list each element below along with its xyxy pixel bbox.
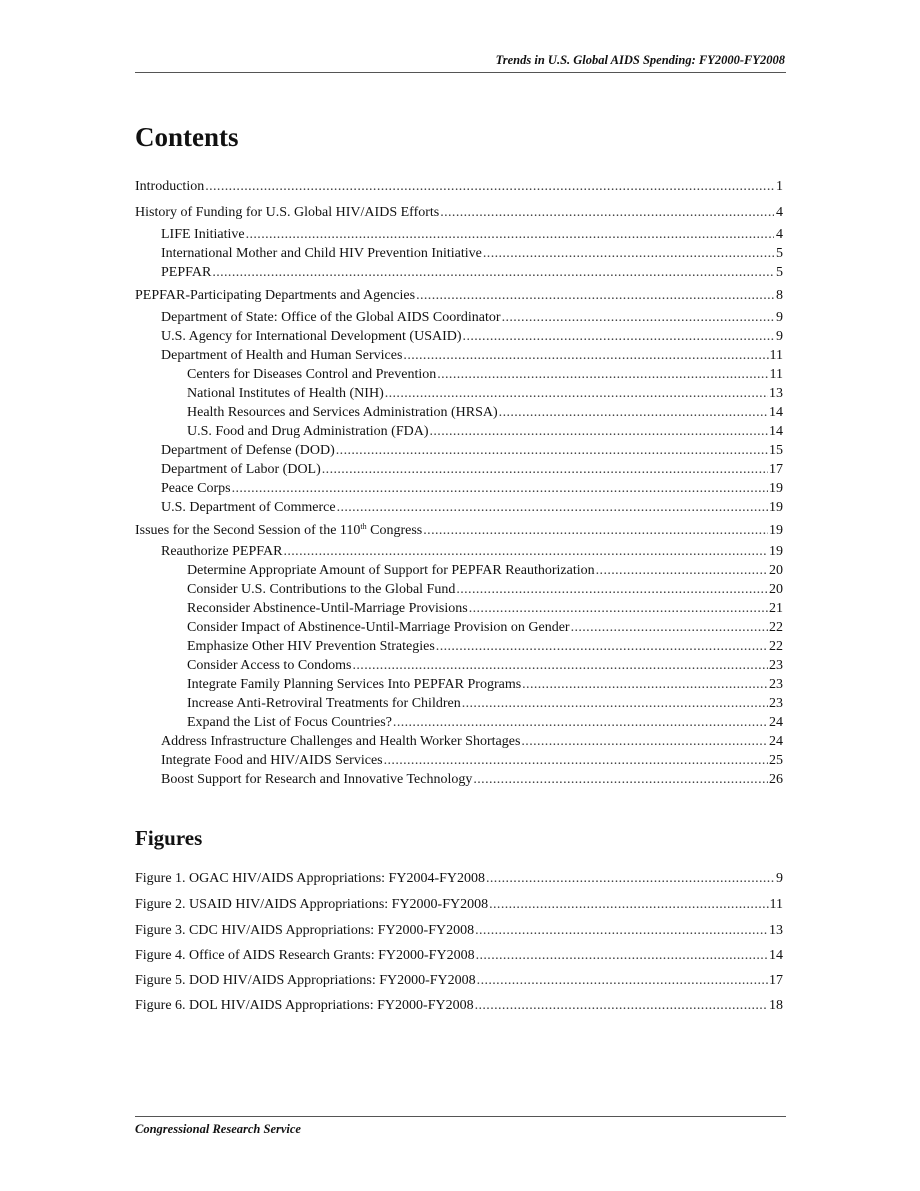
dot-leader (430, 422, 769, 441)
dot-leader (232, 479, 768, 498)
toc-entry-page: 20 (769, 563, 783, 578)
toc-entry-nih[interactable] (135, 384, 783, 403)
dot-leader (596, 561, 768, 580)
dot-leader (502, 308, 774, 327)
toc-entry-page: 11 (769, 367, 783, 382)
figures-title: Figures (135, 826, 203, 850)
dot-leader (440, 203, 774, 222)
dot-leader (477, 971, 768, 990)
dot-leader (469, 599, 768, 618)
toc-entry-page: 21 (769, 601, 783, 616)
dot-leader (489, 895, 768, 914)
toc-entry-state-ogac[interactable] (135, 308, 783, 327)
toc-entry-text: U.S. Agency for International Development (USAID) (161, 329, 462, 344)
toc-entry-text: Department of Defense (DOD) (161, 443, 335, 458)
toc-entry-text: Reconsider Abstinence-Until-Marriage Provisions (187, 601, 468, 616)
toc-entry-text: Expand the List of Focus Countries? (187, 715, 392, 730)
figure-entry-5[interactable] (135, 971, 783, 990)
toc-entry-page: 13 (769, 386, 783, 401)
toc-entry-abstinence-provisions[interactable] (135, 599, 783, 618)
toc-entry-page: 19 (769, 523, 783, 538)
header-rule (135, 72, 786, 73)
dot-leader (337, 498, 768, 517)
toc-entry-condoms[interactable] (135, 656, 783, 675)
dot-leader (246, 225, 774, 244)
figure-entry-page: 11 (769, 897, 783, 912)
figure-entry-1[interactable] (135, 869, 783, 888)
dot-leader (384, 751, 768, 770)
dot-leader (571, 618, 768, 637)
figure-entry-text: Figure 1. OGAC HIV/AIDS Appropriations: FY2004-FY2008 (135, 871, 485, 886)
toc-entry-fda[interactable] (135, 422, 783, 441)
toc-entry-page: 14 (769, 405, 783, 420)
toc-entry-text: Centers for Diseases Control and Prevention (187, 367, 437, 382)
toc-entry-page: 20 (769, 582, 783, 597)
toc-entry-page: 24 (769, 734, 783, 749)
toc-entry-page: 14 (769, 424, 783, 439)
toc-entry-abstinence-gender[interactable] (135, 618, 783, 637)
figure-entry-page: 18 (769, 998, 783, 1013)
dot-leader (423, 521, 768, 540)
dot-leader (473, 770, 768, 789)
toc-entry-text: Health Resources and Services Administration (HRSA) (187, 405, 498, 420)
toc-entry-pepfar[interactable] (135, 263, 783, 282)
toc-entry-text: Reauthorize PEPFAR (161, 544, 283, 559)
toc-entry-page: 19 (769, 481, 783, 496)
toc-entry-page: 19 (769, 500, 783, 515)
toc-entry-commerce[interactable] (135, 498, 783, 517)
toc-entry-page: 26 (769, 772, 783, 787)
figure-entry-text: Figure 4. Office of AIDS Research Grants: FY2000-FY2008 (135, 948, 475, 963)
running-head: Trends in U.S. Global AIDS Spending: FY2000-FY2008 (495, 53, 785, 67)
toc-entry-text: Department of Health and Human Services (161, 348, 403, 363)
toc-entry-text: Determine Appropriate Amount of Support for PEPFAR Reauthorization (187, 563, 595, 578)
ordinal-suffix: th (360, 522, 367, 531)
footer-publisher: Congressional Research Service (135, 1122, 301, 1136)
toc-entry-prevention-strategies[interactable] (135, 637, 783, 656)
toc-entry-infrastructure[interactable] (135, 732, 783, 751)
toc-entry-page: 9 (776, 310, 783, 325)
toc-entry-text: Department of Labor (DOL) (161, 462, 321, 477)
dot-leader (416, 286, 774, 305)
toc-entry-usaid[interactable] (135, 327, 783, 346)
dot-leader (283, 542, 768, 561)
toc-entry-peace-corps[interactable] (135, 479, 783, 498)
toc-entry-research-technology[interactable] (135, 770, 783, 789)
toc-entry-text: Address Infrastructure Challenges and Health Worker Shortages (161, 734, 521, 749)
toc-entry-text-part: Congress (366, 523, 423, 538)
footer-rule (135, 1116, 786, 1117)
dot-leader (521, 732, 768, 751)
toc-entry-page: 5 (776, 265, 783, 280)
figure-entry-2[interactable] (135, 895, 783, 914)
toc-entry-page: 22 (769, 620, 783, 635)
dot-leader (483, 244, 774, 263)
figure-entry-page: 17 (769, 973, 783, 988)
figure-entry-text: Figure 5. DOD HIV/AIDS Appropriations: FY2000-FY2008 (135, 973, 476, 988)
toc-entry-page: 15 (769, 443, 783, 458)
dot-leader (475, 921, 768, 940)
toc-entry-global-fund[interactable] (135, 580, 783, 599)
dot-leader (486, 869, 774, 888)
toc-entry-page: 23 (769, 658, 783, 673)
dot-leader (385, 384, 768, 403)
toc-entry-mother-child-initiative[interactable] (135, 244, 783, 263)
toc-entry-text: History of Funding for U.S. Global HIV/AIDS Efforts (135, 205, 440, 220)
toc-entry-page: 25 (769, 753, 783, 768)
toc-entry-reauthorize-pepfar[interactable] (135, 542, 783, 561)
toc-entry-page: 23 (769, 696, 783, 711)
toc-entry-food-services[interactable] (135, 751, 783, 770)
toc-entry-page: 8 (776, 288, 783, 303)
figure-entry-6[interactable] (135, 996, 783, 1015)
figure-entry-page: 13 (769, 923, 783, 938)
figure-entry-4[interactable] (135, 946, 783, 965)
toc-entry-text-part: Issues for the Second Session of the 110 (135, 523, 361, 538)
dot-leader (336, 441, 768, 460)
dot-leader (393, 713, 768, 732)
toc-entry-history-of-funding[interactable] (135, 203, 783, 222)
toc-entry-page: 11 (769, 348, 783, 363)
toc-entry-determine-support[interactable] (135, 561, 783, 580)
dot-leader (205, 177, 774, 196)
toc-entry-page: 4 (776, 205, 783, 220)
toc-entry-page: 4 (776, 227, 783, 242)
toc-entry-page: 1 (776, 179, 783, 194)
toc-entry-family-planning[interactable] (135, 675, 783, 694)
toc-entry-issues-110th-congress[interactable] (135, 521, 783, 540)
dot-leader (456, 580, 768, 599)
toc-entry-text: LIFE Initiative (161, 227, 245, 242)
toc-entry-text: U.S. Food and Drug Administration (FDA) (187, 424, 429, 439)
dot-leader (463, 327, 774, 346)
figure-entry-text: Figure 2. USAID HIV/AIDS Appropriations: FY2000-FY2008 (135, 897, 489, 912)
dot-leader (462, 694, 768, 713)
toc-entry-introduction[interactable] (135, 177, 783, 196)
toc-entry-text: Consider U.S. Contributions to the Global Fund (187, 582, 456, 597)
dot-leader (476, 946, 768, 965)
dot-leader (522, 675, 768, 694)
figure-entry-3[interactable] (135, 921, 783, 940)
toc-entry-text: Consider Impact of Abstinence-Until-Marriage Provision on Gender (187, 620, 570, 635)
figure-entry-text: Figure 3. CDC HIV/AIDS Appropriations: FY2000-FY2008 (135, 923, 475, 938)
toc-entry-text: National Institutes of Health (NIH) (187, 386, 384, 401)
toc-entry-text: U.S. Department of Commerce (161, 500, 336, 515)
toc-entry-page: 23 (769, 677, 783, 692)
toc-entry-hhs[interactable] (135, 346, 783, 365)
toc-entry-arv-children[interactable] (135, 694, 783, 713)
toc-entry-text: PEPFAR (161, 265, 212, 280)
figure-entry-text: Figure 6. DOL HIV/AIDS Appropriations: FY2000-FY2008 (135, 998, 474, 1013)
toc-entry-life-initiative[interactable] (135, 225, 783, 244)
dot-leader (499, 403, 768, 422)
toc-entry-page: 22 (769, 639, 783, 654)
toc-entry-cdc[interactable] (135, 365, 783, 384)
toc-entry-text: Peace Corps (161, 481, 231, 496)
contents-title: Contents (135, 122, 239, 152)
toc-entry-hrsa[interactable] (135, 403, 783, 422)
toc-entry-focus-countries[interactable] (135, 713, 783, 732)
toc-entry-text: PEPFAR-Participating Departments and Agencies (135, 288, 416, 303)
toc-entry-text: Integrate Family Planning Services Into PEPFAR Programs (187, 677, 522, 692)
toc-entry-page: 17 (769, 462, 783, 477)
dot-leader (212, 263, 774, 282)
toc-entry-text: Increase Anti-Retroviral Treatments for Children (187, 696, 461, 711)
toc-entry-text: Consider Access to Condoms (187, 658, 352, 673)
toc-entry-text: International Mother and Child HIV Prevention Initiative (161, 246, 482, 261)
dot-leader (353, 656, 769, 675)
toc-entry-text (135, 521, 422, 540)
toc-entry-pepfar-departments[interactable] (135, 286, 783, 305)
toc-entry-text: Emphasize Other HIV Prevention Strategies (187, 639, 435, 654)
dot-leader (437, 365, 768, 384)
dot-leader (403, 346, 768, 365)
toc-entry-text: Integrate Food and HIV/AIDS Services (161, 753, 383, 768)
dot-leader (475, 996, 768, 1015)
toc-entry-text: Department of State: Office of the Global AIDS Coordinator (161, 310, 501, 325)
toc-entry-page: 5 (776, 246, 783, 261)
toc-entry-page: 19 (769, 544, 783, 559)
dot-leader (436, 637, 768, 656)
dot-leader (322, 460, 768, 479)
toc-entry-dod[interactable] (135, 441, 783, 460)
toc-entry-text: Boost Support for Research and Innovative Technology (161, 772, 473, 787)
toc-entry-dol[interactable] (135, 460, 783, 479)
figure-entry-page: 14 (769, 948, 783, 963)
toc-entry-page: 24 (769, 715, 783, 730)
toc-entry-page: 9 (776, 329, 783, 344)
toc-entry-text: Introduction (135, 179, 205, 194)
figure-entry-page: 9 (776, 871, 783, 886)
